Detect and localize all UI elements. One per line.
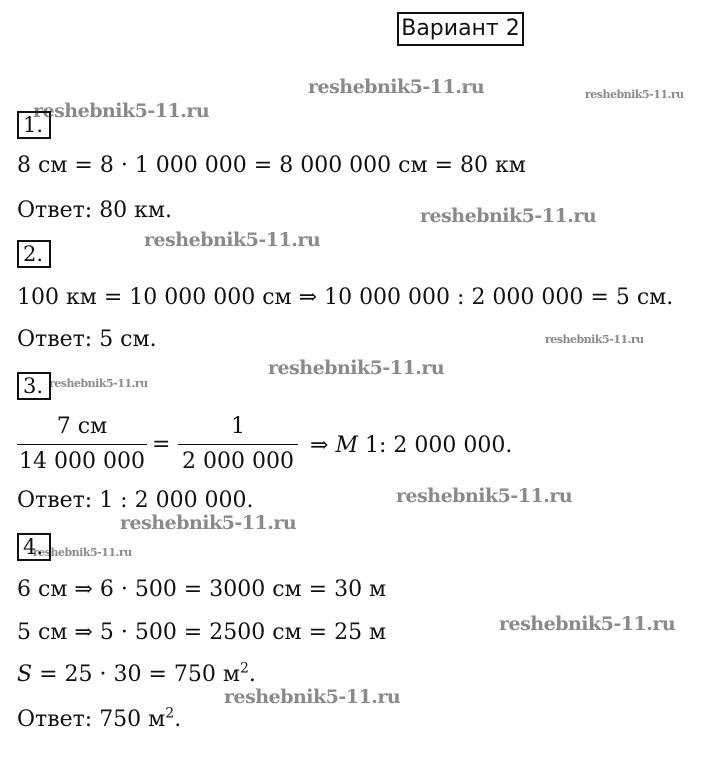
area-period: . [248, 662, 256, 687]
fraction-numerator: 1 [231, 414, 245, 439]
area-line [17, 661, 256, 689]
answer-period: . [174, 707, 182, 732]
answer-exponent: 2 [165, 705, 175, 722]
fraction-bar [17, 444, 147, 445]
watermark: reshebnik5-11.ru [545, 333, 644, 346]
area-variable: S [17, 662, 33, 687]
watermark: reshebnik5-11.ru [144, 229, 321, 251]
watermark: reshebnik5-11.ru [585, 88, 684, 101]
area-expression: = 25 · 30 = 750 м [32, 662, 240, 687]
watermark: reshebnik5-11.ru [308, 76, 485, 98]
watermark: reshebnik5-11.ru [49, 377, 148, 390]
scale-result [310, 432, 512, 460]
watermark: reshebnik5-11.ru [396, 485, 573, 507]
fraction-bar [178, 444, 298, 445]
fraction-denominator: 2 000 000 [182, 449, 294, 474]
implies-arrow: ⇒ [310, 433, 329, 458]
answer-text: Ответ: 750 м [17, 707, 166, 732]
solution-line: 8 см = 8 · 1 000 000 = 8 000 000 см = 80 км [17, 153, 526, 178]
answer-line: Ответ: 1 : 2 000 000. [17, 488, 254, 513]
watermark: reshebnik5-11.ru [120, 512, 297, 534]
watermark: reshebnik5-11.ru [499, 613, 676, 635]
watermark: reshebnik5-11.ru [268, 357, 445, 379]
fraction [178, 413, 298, 476]
scale-value: 1: 2 000 000. [364, 433, 513, 458]
answer-line: Ответ: 80 км. [17, 198, 173, 223]
area-exponent: 2 [239, 660, 249, 677]
watermark: reshebnik5-11.ru [420, 205, 597, 227]
watermark: reshebnik5-11.ru [33, 100, 210, 122]
scale-variable: M [335, 433, 358, 458]
task-number: 2. [17, 240, 51, 268]
watermark: reshebnik5-11.ru [33, 546, 132, 559]
watermark: reshebnik5-11.ru [224, 686, 401, 708]
solution-line: 100 км = 10 000 000 см ⇒ 10 000 000 : 2 000 000 = 5 см. [17, 285, 674, 310]
task-number: 4. [17, 533, 51, 561]
solution-line: 6 см ⇒ 6 · 500 = 3000 см = 30 м [17, 577, 387, 602]
task-number: 1. [17, 111, 51, 139]
fraction-denominator: 14 000 000 [19, 449, 145, 474]
variant-title: Вариант 2 [397, 12, 524, 46]
fraction [17, 413, 147, 476]
equals-sign: = [152, 432, 171, 457]
answer-line: Ответ: 5 см. [17, 327, 157, 352]
solution-line: 5 см ⇒ 5 · 500 = 2500 см = 25 м [17, 620, 387, 645]
task-number: 3. [17, 372, 51, 400]
fraction-numerator: 7 см [56, 414, 108, 439]
answer-line [17, 706, 181, 734]
